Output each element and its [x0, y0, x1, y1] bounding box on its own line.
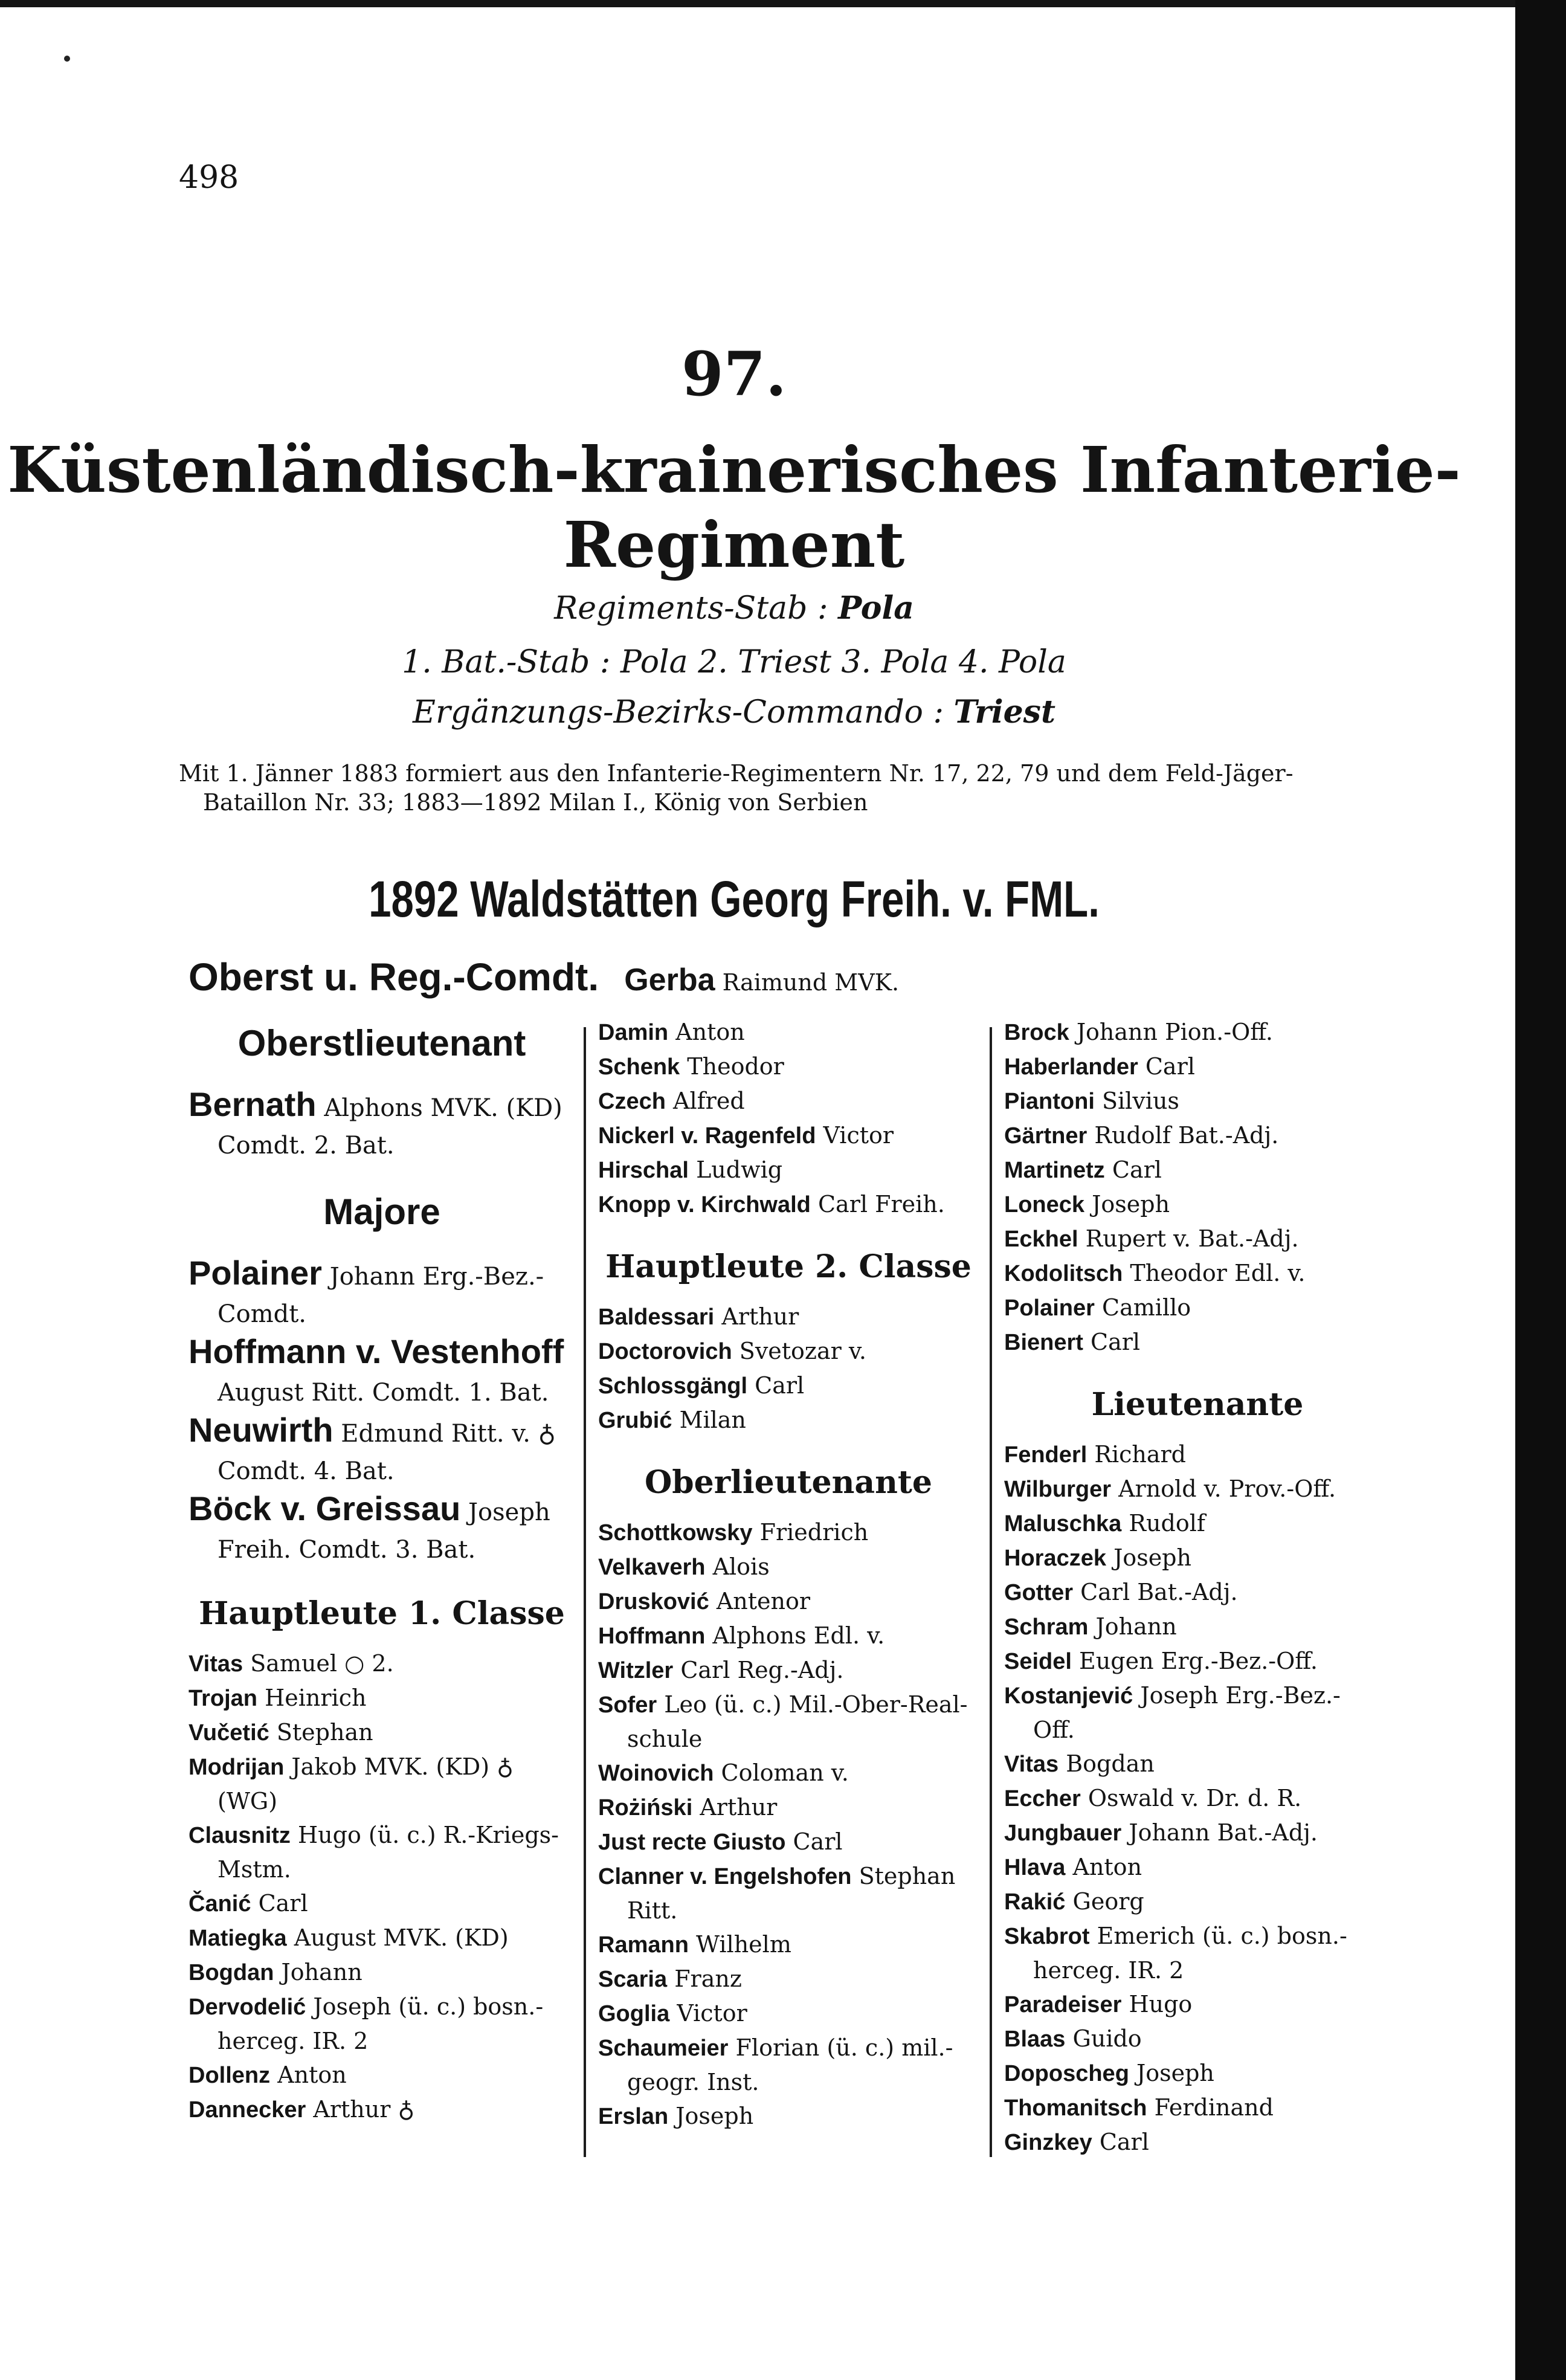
officer-details: Georg — [1072, 1888, 1144, 1915]
officer-entry — [188, 1990, 575, 2058]
officer-surname: Hirschal — [598, 1158, 689, 1183]
officer-column-1 — [188, 1015, 575, 2127]
section-heading-oberlieutenante: Oberlieutenante — [644, 1464, 933, 1501]
officer-entry — [1004, 2056, 1391, 2091]
officer-entry — [598, 1962, 979, 1996]
ergaenzung-place: Triest — [953, 694, 1055, 730]
officer-entry — [188, 1254, 575, 1333]
officer-details-continued: Off. — [1033, 1717, 1075, 1743]
officer-surname: Bienert — [1004, 1330, 1083, 1355]
history-line-1: Mit 1. Jänner 1883 formiert aus den Infanterie-Regimentern Nr. 17, 22, 79 und dem Feld-Jäger- — [179, 760, 1294, 787]
officer-entry — [1004, 1850, 1391, 1885]
officer-details: Anton — [277, 2062, 347, 2088]
officer-surname: Ramann — [598, 1932, 689, 1958]
regiment-name-line1: Küstenländisch-krainerisches Infanterie- — [7, 433, 1461, 507]
officer-details: Edmund Ritt. v. ♁ — [341, 1420, 556, 1448]
officer-entry — [598, 1688, 979, 1756]
officer-entry — [598, 1050, 979, 1084]
officer-entry — [1004, 1781, 1391, 1816]
officer-surname: Kodolitsch — [1004, 1261, 1123, 1286]
officer-details-continued: schule — [627, 1726, 703, 1752]
officer-surname: Woinovich — [598, 1761, 714, 1786]
regiments-stab-place: Pola — [838, 590, 914, 627]
officer-details: Alphons Edl. v. — [712, 1622, 885, 1649]
officer-details: Guido — [1072, 2025, 1142, 2052]
section-heading-oberstlieutenant: Oberstlieutenant — [237, 1023, 526, 1063]
officer-entry — [1004, 1541, 1391, 1575]
officer-entry — [1004, 1325, 1391, 1359]
column-divider-left — [584, 1027, 586, 2157]
officer-entry — [1004, 1437, 1391, 1472]
officer-details: Alphons MVK. (KD) — [324, 1094, 562, 1122]
commander-rank: Oberst u. Reg.-Comdt. — [188, 955, 599, 999]
section-heading-majore: Majore — [323, 1192, 440, 1232]
officer-entry — [1004, 1291, 1391, 1325]
officer-surname: Polainer — [1004, 1295, 1095, 1321]
officer-surname: Just recte Giusto — [598, 1830, 786, 1855]
officer-surname: Čanić — [188, 1891, 251, 1917]
officer-surname: Gotter — [1004, 1580, 1073, 1605]
officer-details: Heinrich — [265, 1685, 367, 1711]
officer-surname: Knopp v. Kirchwald — [598, 1192, 811, 1217]
officer-details: Samuel ○ 2. — [250, 1650, 394, 1677]
officer-details-continued: August Ritt. Comdt. 1. Bat. — [218, 1379, 549, 1407]
officer-details-continued: geogr. Inst. — [627, 2069, 759, 2095]
officer-details: Carl — [755, 1372, 805, 1399]
officer-entry — [598, 1187, 979, 1222]
officer-surname: Drusković — [598, 1589, 709, 1614]
history-line-2: Bataillon Nr. 33; 1883—1892 Milan I., König von Serbien — [203, 789, 868, 816]
regiments-stab-line — [0, 590, 1468, 627]
officer-surname: Dollenz — [188, 2063, 271, 2088]
officer-entry — [1004, 1679, 1391, 1747]
officer-entry — [598, 1015, 979, 1050]
officer-entry — [598, 1550, 979, 1584]
officer-entry — [598, 1825, 979, 1859]
officer-surname: Rakić — [1004, 1889, 1066, 1915]
officer-surname: Schottkowsky — [598, 1520, 753, 1546]
officer-details: Carl — [1112, 1156, 1162, 1183]
officer-details: Richard — [1094, 1441, 1187, 1468]
officer-details-continued: Comdt. — [218, 1300, 307, 1328]
officer-surname: Eccher — [1004, 1786, 1081, 1811]
officer-surname: Schlossgängl — [598, 1373, 748, 1399]
officer-surname: Modrijan — [188, 1755, 285, 1780]
officer-surname: Martinetz — [1004, 1158, 1105, 1183]
regiment-history — [179, 759, 1381, 817]
officer-entry — [598, 1118, 979, 1153]
officer-details: Theodor — [687, 1053, 784, 1080]
officer-surname: Doctorovich — [598, 1339, 732, 1364]
officer-entry — [188, 1955, 575, 1990]
officer-details: Hugo — [1129, 1991, 1193, 2017]
officer-surname: Böck v. Greissau — [188, 1489, 461, 1527]
section-heading-lieutenante: Lieutenante — [1091, 1386, 1304, 1423]
officer-entry — [598, 1996, 979, 2031]
officer-details: Stephan — [276, 1719, 373, 1746]
officer-entry — [1004, 1816, 1391, 1850]
officer-details: Arthur — [721, 1303, 799, 1330]
officer-details: Alois — [712, 1553, 770, 1580]
officer-surname: Vučetić — [188, 1720, 269, 1746]
officer-details: Milan — [679, 1407, 746, 1433]
officer-entry — [598, 2099, 979, 2133]
officer-details: Carl — [1099, 2129, 1149, 2155]
officer-details: Arthur — [700, 1794, 778, 1820]
officer-entry — [1004, 1919, 1391, 1987]
officer-entry — [598, 1153, 979, 1187]
regiment-owner: 1892 Waldstätten Georg Freih. v. FML. — [369, 871, 1100, 927]
officer-surname: Witzler — [598, 1658, 674, 1683]
officer-details: Wilhelm — [696, 1931, 791, 1958]
officer-entry — [188, 1715, 575, 1750]
officer-details: Rudolf Bat.-Adj. — [1094, 1122, 1279, 1149]
officer-entry — [1004, 2125, 1391, 2159]
officer-surname: Matiegka — [188, 1926, 287, 1951]
officer-details: Johann Erg.-Bez.- — [329, 1263, 544, 1291]
officer-surname: Loneck — [1004, 1192, 1085, 1217]
column-divider-right — [990, 1027, 992, 2157]
officer-details: Joseph — [1092, 1191, 1170, 1217]
officer-entry — [188, 1646, 575, 1681]
officer-surname: Ginzkey — [1004, 2130, 1092, 2155]
officer-details: Johann — [281, 1959, 362, 1985]
commander-surname: Gerba — [624, 963, 715, 998]
officer-surname: Dannecker — [188, 2097, 306, 2123]
officer-details: Anton — [675, 1019, 745, 1045]
officer-entry — [598, 1927, 979, 1962]
officer-surname: Hlava — [1004, 1855, 1066, 1880]
officer-details: Arthur ♁ — [313, 2096, 415, 2123]
officer-entry — [188, 2058, 575, 2092]
officer-surname: Schenk — [598, 1054, 680, 1080]
officer-surname: Hoffmann — [598, 1624, 706, 1649]
section-heading-hauptleute-2: Hauptleute 2. Classe — [605, 1248, 971, 1285]
scan-top-edge — [0, 0, 1566, 7]
officer-surname: Clanner v. Engelshofen — [598, 1864, 852, 1889]
officer-entry — [598, 1584, 979, 1619]
officer-entry — [1004, 1050, 1391, 1084]
officer-entry — [1004, 1153, 1391, 1187]
officer-details: Ferdinand — [1154, 2094, 1274, 2121]
officer-entry — [1004, 1885, 1391, 1919]
officer-details: Joseph — [468, 1498, 550, 1526]
officer-details: Victor — [823, 1122, 894, 1149]
officer-details: Johann — [1095, 1613, 1177, 1640]
officer-details: Stephan — [859, 1863, 956, 1889]
officer-details-continued: Comdt. 4. Bat. — [218, 1457, 395, 1485]
officer-details: Carl — [258, 1890, 308, 1917]
officer-details: Florian (ü. c.) mil.- — [735, 2034, 953, 2061]
officer-details-continued: herceg. IR. 2 — [1033, 1957, 1184, 1984]
officer-entry — [1004, 1987, 1391, 2022]
officer-surname: Wilburger — [1004, 1477, 1111, 1502]
officer-details: Theodor Edl. v. — [1130, 1260, 1306, 1286]
officer-entry — [1004, 1472, 1391, 1506]
officer-entry — [188, 1818, 575, 1886]
officer-details: August MVK. (KD) — [294, 1924, 509, 1951]
officer-details: Carl Bat.-Adj. — [1080, 1579, 1238, 1605]
officer-details: Johann Bat.-Adj. — [1129, 1819, 1318, 1846]
officer-surname: Velkaverh — [598, 1555, 706, 1580]
officer-surname: Dervodelić — [188, 1995, 306, 2020]
officer-surname: Erslan — [598, 2104, 669, 2129]
officer-entry — [598, 1300, 979, 1334]
officer-surname: Eckhel — [1004, 1227, 1078, 1252]
officer-details: Carl Reg.-Adj. — [680, 1657, 844, 1683]
officer-surname: Horaczek — [1004, 1546, 1106, 1571]
ergaenzung-line — [0, 694, 1468, 730]
officer-surname: Brock — [1004, 1020, 1069, 1045]
officer-details: Bogdan — [1066, 1750, 1155, 1777]
officer-entry — [598, 1369, 979, 1403]
regiment-number: 97. — [682, 338, 787, 410]
officer-details-continued: Comdt. 2. Bat. — [218, 1132, 395, 1159]
officer-surname: Vitas — [188, 1651, 243, 1677]
officer-surname: Schaumeier — [598, 2036, 729, 2061]
officer-details: Eugen Erg.-Bez.-Off. — [1079, 1648, 1318, 1674]
officer-entry — [1004, 1506, 1391, 1541]
officer-surname: Trojan — [188, 1686, 258, 1711]
officer-details: Hugo (ü. c.) R.-Kriegs- — [298, 1822, 559, 1848]
officer-details-continued: Freih. Comdt. 3. Bat. — [218, 1536, 476, 1564]
officer-entry — [188, 1681, 575, 1715]
officer-surname: Fenderl — [1004, 1442, 1088, 1468]
officer-surname: Clausnitz — [188, 1823, 291, 1848]
officer-surname: Sofer — [598, 1692, 657, 1718]
officer-details: Carl — [1091, 1329, 1141, 1355]
officer-entry — [188, 2092, 575, 2127]
officer-column-2 — [598, 1015, 979, 2133]
officer-details: Rudolf — [1129, 1510, 1205, 1537]
officer-details: Alfred — [673, 1088, 745, 1114]
officer-entry — [598, 1859, 979, 1927]
officer-surname: Baldessari — [598, 1304, 715, 1330]
officer-details: Joseph Erg.-Bez.- — [1140, 1682, 1341, 1709]
officer-surname: Paradeiser — [1004, 1992, 1122, 2017]
officer-details: Emerich (ü. c.) bosn.- — [1097, 1923, 1347, 1949]
officer-surname: Vitas — [1004, 1752, 1059, 1777]
scan-right-edge — [1515, 0, 1566, 2380]
officer-entry — [598, 1756, 979, 1790]
commander-details: Raimund MVK. — [722, 969, 900, 996]
officer-entry — [188, 1411, 575, 1490]
officer-entry — [598, 1515, 979, 1550]
officer-entry — [1004, 2091, 1391, 2125]
officer-surname: Haberlander — [1004, 1054, 1138, 1080]
officer-details: Antenor — [716, 1588, 811, 1614]
officer-entry — [1004, 1015, 1391, 1050]
officer-surname: Seidel — [1004, 1649, 1072, 1674]
officer-entry — [188, 1921, 575, 1955]
officer-surname: Bogdan — [188, 1960, 274, 1985]
officer-details-continued: herceg. IR. 2 — [218, 2028, 369, 2054]
officer-entry — [598, 1790, 979, 1825]
officer-entry — [598, 1653, 979, 1688]
ergaenzung-label: Ergänzungs-Bezirks-Commando : — [413, 694, 944, 730]
officer-entry — [1004, 1575, 1391, 1610]
officer-entry — [188, 1490, 575, 1569]
officer-surname: Doposcheg — [1004, 2061, 1129, 2086]
officer-details: Rupert v. Bat.-Adj. — [1085, 1225, 1299, 1252]
officer-details: Ludwig — [696, 1156, 783, 1183]
officer-entry — [188, 1886, 575, 1921]
officer-surname: Grubić — [598, 1408, 672, 1433]
officer-entry — [1004, 1084, 1391, 1118]
officer-details: Friedrich — [759, 1519, 869, 1546]
officer-surname: Jungbauer — [1004, 1820, 1122, 1846]
officer-details: Joseph — [1136, 2060, 1214, 2086]
officer-surname: Bernath — [188, 1085, 317, 1123]
officer-surname: Damin — [598, 1020, 669, 1045]
officer-surname: Polainer — [188, 1254, 322, 1292]
officer-details: Oswald v. Dr. d. R. — [1088, 1785, 1302, 1811]
officer-entry — [1004, 1256, 1391, 1291]
officer-entry — [598, 1334, 979, 1369]
officer-details: Arnold v. Prov.-Off. — [1118, 1475, 1336, 1502]
officer-surname: Skabrot — [1004, 1924, 1090, 1949]
officer-surname: Thomanitsch — [1004, 2095, 1147, 2121]
scan-speck — [64, 56, 70, 62]
officer-entry — [1004, 1644, 1391, 1679]
regiment-commander — [188, 955, 899, 999]
officer-entry — [188, 1086, 575, 1164]
officer-details: Joseph (ü. c.) bosn.- — [313, 1993, 544, 2020]
officer-entry — [188, 1750, 575, 1818]
officer-details: Silvius — [1101, 1088, 1179, 1114]
officer-surname: Maluschka — [1004, 1511, 1122, 1537]
officer-entry — [598, 1403, 979, 1437]
regiment-name — [0, 433, 1468, 582]
officer-entry — [1004, 1222, 1391, 1256]
officer-entry — [1004, 1118, 1391, 1153]
officer-details: Joseph — [1113, 1544, 1191, 1571]
officer-details: Leo (ü. c.) Mil.-Ober-Real- — [664, 1691, 968, 1718]
officer-surname: Nickerl v. Ragenfeld — [598, 1123, 816, 1149]
officer-details: Camillo — [1102, 1294, 1191, 1321]
officer-details: Coloman v. — [721, 1759, 849, 1786]
officer-entry — [598, 1619, 979, 1653]
officer-surname: Czech — [598, 1089, 666, 1114]
officer-details-continued: Ritt. — [627, 1897, 678, 1924]
officer-details: Joseph — [675, 2103, 754, 2129]
officer-details-continued: (WG) — [218, 1788, 278, 1814]
regiments-stab-label: Regiments-Stab : — [554, 590, 828, 627]
officer-details: Carl — [793, 1828, 843, 1855]
officer-surname: Hoffmann v. Vestenhoff — [188, 1332, 564, 1370]
officer-entry — [188, 1333, 575, 1411]
officer-details: Carl Freih. — [817, 1191, 945, 1217]
officer-entry — [1004, 2022, 1391, 2056]
officer-entry — [598, 2031, 979, 2099]
page-number: 498 — [179, 160, 239, 196]
officer-surname: Piantoni — [1004, 1089, 1095, 1114]
regiment-name-line2: Regiment — [563, 508, 905, 582]
officer-details-continued: Mstm. — [218, 1856, 291, 1883]
officer-entry — [1004, 1610, 1391, 1644]
officer-entry — [1004, 1187, 1391, 1222]
officer-details: Johann Pion.-Off. — [1076, 1019, 1273, 1045]
section-heading-hauptleute-1: Hauptleute 1. Classe — [199, 1595, 565, 1632]
officer-surname: Rożiński — [598, 1795, 693, 1820]
officer-column-3 — [1004, 1015, 1391, 2159]
officer-details: Franz — [674, 1966, 742, 1992]
bat-stab-line: 1. Bat.-Stab : Pola 2. Triest 3. Pola 4. Pola — [402, 644, 1066, 680]
officer-surname: Blaas — [1004, 2027, 1066, 2052]
officer-surname: Kostanjević — [1004, 1683, 1133, 1709]
officer-surname: Gärtner — [1004, 1123, 1088, 1149]
officer-surname: Scaria — [598, 1967, 668, 1992]
officer-surname: Goglia — [598, 2001, 670, 2027]
officer-details: Carl — [1145, 1053, 1195, 1080]
officer-details: Svetozar v. — [739, 1338, 866, 1364]
officer-surname: Neuwirth — [188, 1411, 334, 1449]
officer-details: Jakob MVK. (KD) ♁ — [291, 1753, 514, 1780]
officer-details: Anton — [1072, 1854, 1142, 1880]
officer-surname: Schram — [1004, 1614, 1089, 1640]
officer-entry — [1004, 1747, 1391, 1781]
officer-details: Victor — [677, 2000, 747, 2027]
officer-entry — [598, 1084, 979, 1118]
